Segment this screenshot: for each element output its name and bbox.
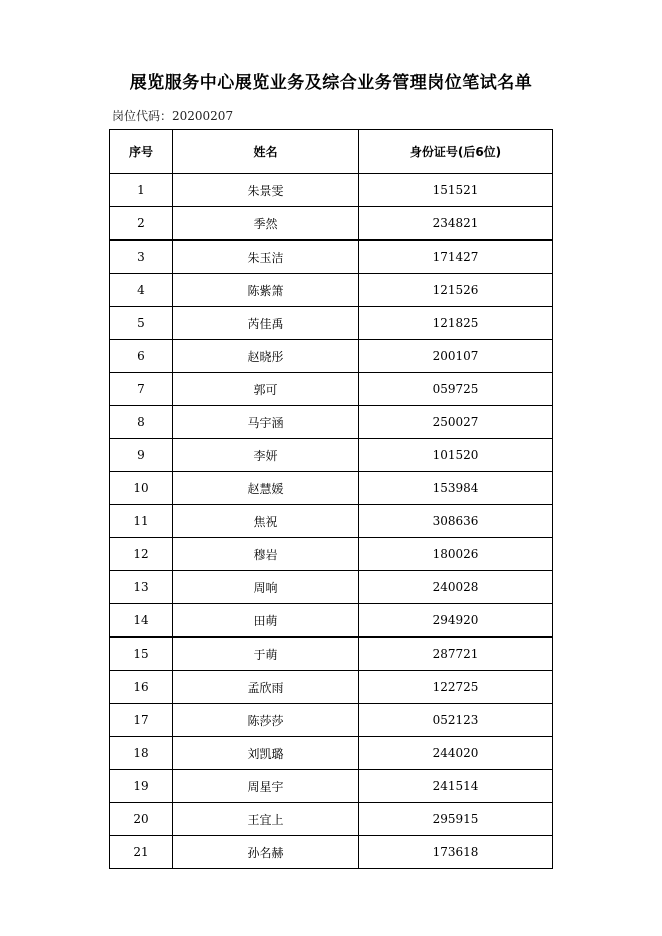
row-index: 16 [110,671,173,704]
table-row [110,737,553,770]
table-row [110,207,553,241]
row-name: 赵慧媛 [173,472,359,505]
row-index: 12 [110,538,173,571]
row-index: 6 [110,340,173,373]
table-row [110,406,553,439]
table-row [110,836,553,869]
table-row [110,472,553,505]
table-row [110,340,553,373]
table-row [110,770,553,803]
row-id-suffix: 241514 [359,770,553,803]
page-title: 展览服务中心展览业务及综合业务管理岗位笔试名单 [129,73,533,93]
row-id-suffix: 244020 [359,737,553,770]
row-index: 20 [110,803,173,836]
header-name: 姓名 [173,130,359,174]
table-row [110,571,553,604]
row-id-suffix: 294920 [359,604,553,638]
row-name: 王宜上 [173,803,359,836]
row-index: 7 [110,373,173,406]
table-row [110,704,553,737]
row-name: 陈紫箫 [173,274,359,307]
row-index: 10 [110,472,173,505]
row-index: 5 [110,307,173,340]
table-row [110,307,553,340]
row-index: 14 [110,604,173,638]
table-row [110,637,553,671]
table-row [110,373,553,406]
row-id-suffix: 250027 [359,406,553,439]
row-index: 3 [110,240,173,274]
row-index: 8 [110,406,173,439]
row-index: 13 [110,571,173,604]
row-name: 赵晓彤 [173,340,359,373]
row-index: 4 [110,274,173,307]
row-index: 18 [110,737,173,770]
table-row [110,174,553,207]
table-row [110,240,553,274]
row-id-suffix: 200107 [359,340,553,373]
row-name: 陈莎莎 [173,704,359,737]
header-row [110,130,553,174]
row-name: 穆岩 [173,538,359,571]
row-id-suffix: 153984 [359,472,553,505]
row-name: 郭可 [173,373,359,406]
position-code: 岗位代码：20200207 [112,109,234,123]
row-index: 19 [110,770,173,803]
row-name: 周星宇 [173,770,359,803]
row-index: 15 [110,637,173,671]
row-id-suffix: 240028 [359,571,553,604]
row-index: 2 [110,207,173,241]
row-name: 朱玉洁 [173,240,359,274]
row-name: 焦祝 [173,505,359,538]
table-row [110,439,553,472]
table-row [110,803,553,836]
row-name: 周响 [173,571,359,604]
row-name: 季然 [173,207,359,241]
row-id-suffix: 173618 [359,836,553,869]
table-row [110,538,553,571]
table-row [110,604,553,638]
row-id-suffix: 052123 [359,704,553,737]
row-name: 孙名赫 [173,836,359,869]
row-id-suffix: 151521 [359,174,553,207]
roster-table [109,129,553,869]
row-name: 李妍 [173,439,359,472]
row-index: 11 [110,505,173,538]
row-name: 马宇涵 [173,406,359,439]
row-id-suffix: 059725 [359,373,553,406]
row-name: 芮佳禹 [173,307,359,340]
header-index: 序号 [110,130,173,174]
row-name: 于萌 [173,637,359,671]
row-name: 田萌 [173,604,359,638]
row-id-suffix: 171427 [359,240,553,274]
table-row [110,274,553,307]
table-row [110,671,553,704]
row-name: 朱景雯 [173,174,359,207]
row-index: 21 [110,836,173,869]
row-name: 刘凯璐 [173,737,359,770]
row-index: 17 [110,704,173,737]
row-name: 孟欣雨 [173,671,359,704]
header-id-suffix: 身份证号(后6位) [359,130,553,174]
row-index: 9 [110,439,173,472]
row-id-suffix: 308636 [359,505,553,538]
row-id-suffix: 121825 [359,307,553,340]
row-id-suffix: 101520 [359,439,553,472]
row-id-suffix: 234821 [359,207,553,241]
row-id-suffix: 122725 [359,671,553,704]
row-id-suffix: 287721 [359,637,553,671]
row-id-suffix: 180026 [359,538,553,571]
row-id-suffix: 121526 [359,274,553,307]
row-index: 1 [110,174,173,207]
table-row [110,505,553,538]
row-id-suffix: 295915 [359,803,553,836]
